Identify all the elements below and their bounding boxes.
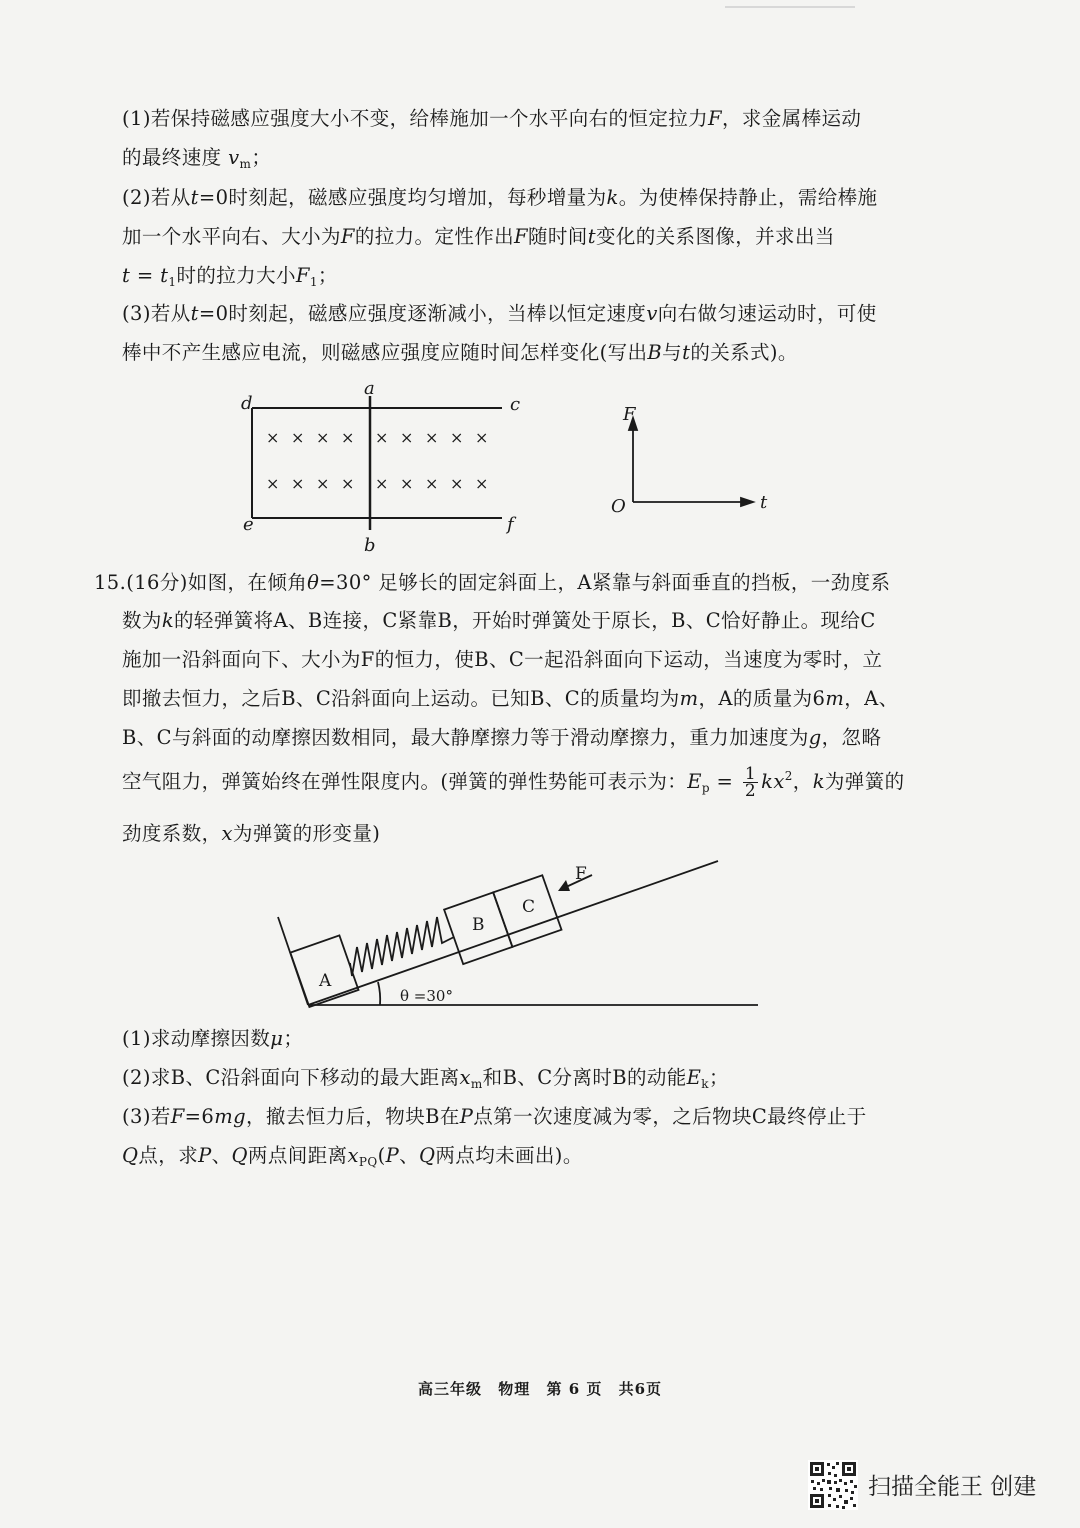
q15-line7: 劲度系数，x为弹簧的形变量)	[122, 822, 381, 845]
footer-subject: 物理	[498, 1380, 531, 1398]
block-c-label: C	[522, 897, 536, 917]
q14-part2-line1: (2)若从t=0时刻起，磁感应强度均匀增加，每秒增量为k。为使棒保持静止，需给棒施	[122, 186, 878, 209]
x-axis-arrow	[741, 498, 753, 506]
q14-part2-line2: 加一个水平向右、大小为F的拉力。定性作出F随时间t变化的关系图像，并求出当	[122, 225, 835, 248]
label-d: d	[241, 393, 253, 414]
svg-text:×: ×	[316, 474, 330, 493]
scanner-watermark	[808, 1460, 1058, 1512]
svg-text:×: ×	[475, 428, 489, 447]
spring	[350, 917, 454, 976]
x-axis-label: t	[760, 492, 768, 513]
svg-text:×: ×	[266, 474, 280, 493]
origin-label: O	[611, 496, 626, 517]
svg-text:×: ×	[291, 474, 305, 493]
svg-text:×: ×	[341, 428, 355, 447]
svg-text:×: ×	[450, 428, 464, 447]
q15-part1: (1)求动摩擦因数μ；	[122, 1027, 304, 1050]
svg-text:×: ×	[425, 428, 439, 447]
svg-text:×: ×	[316, 428, 330, 447]
svg-text:×: ×	[291, 428, 305, 447]
y-axis-label: F	[623, 404, 636, 425]
q14-part1-line1: (1)若保持磁感应强度大小不变，给棒施加一个水平向右的恒定拉力F，求金属棒运动	[122, 107, 862, 130]
q14-part2-line3: $t = t_1$时的拉力大小$F_1$；	[122, 264, 338, 289]
footer-total: 共6页	[618, 1380, 663, 1398]
page-footer	[0, 1378, 1080, 1399]
rail-field-diagram	[230, 378, 530, 558]
q14-part3-line2: 棒中不产生感应电流，则磁感应强度应随时间怎样变化(写出B与t的关系式)。	[122, 341, 798, 364]
svg-text:×: ×	[400, 428, 414, 447]
angle-label: θ =30°	[400, 987, 453, 1005]
q15-line2: 数为k的轻弹簧将A、B连接，C紧靠B，开始时弹簧处于原长，B、C恰好静止。现给C	[122, 609, 876, 632]
svg-text:×: ×	[450, 474, 464, 493]
watermark-text: 扫描全能王 创建	[868, 1474, 1037, 1500]
label-f: f	[507, 514, 514, 535]
q15-line6: 空气阻力，弹簧始终在弹性限度内。(弹簧的弹性势能可表示为：$E_p$ = $\frac{1}{2}$ $kx^2$，k为弹簧的	[122, 764, 905, 801]
q15-part3-line1: (3)若F=6mg，撤去恒力后，物块B在P点第一次速度减为零，之后物块C最终停止于	[122, 1105, 867, 1128]
svg-text:×: ×	[475, 474, 489, 493]
q14-part3-line1: (3)若从t=0时刻起，磁感应强度逐渐减小，当棒以恒定速度v向右做匀速运动时，可使	[122, 302, 877, 325]
block-a-label: A	[319, 971, 332, 991]
top-edge-mark	[725, 6, 855, 8]
svg-text:×: ×	[375, 428, 389, 447]
svg-text:×: ×	[341, 474, 355, 493]
incline-diagram	[270, 855, 770, 1020]
q15-line1: 15.(16分)如图，在倾角θ=30° 足够长的固定斜面上，A紧靠与斜面垂直的挡板，一劲度系	[94, 571, 891, 594]
label-c: c	[510, 394, 521, 415]
force-label: F	[575, 864, 587, 884]
q14-part1-line2: 的最终速度 $v_m$；	[122, 146, 272, 171]
f-t-graph-axes	[605, 400, 775, 520]
angle-arc	[378, 982, 380, 1005]
svg-text:×: ×	[266, 428, 280, 447]
label-e: e	[243, 514, 254, 535]
svg-text:×: ×	[375, 474, 389, 493]
q15-line4: 即撤去恒力，之后B、C沿斜面向上运动。已知B、C的质量均为m，A的质量为6m，A、	[122, 687, 899, 710]
q15-part2: (2)求B、C沿斜面向下移动的最大距离$x_m$和B、C分离时B的动能$E_k$；	[122, 1066, 729, 1091]
q15-line5: B、C与斜面的动摩擦因数相同，最大静摩擦力等于滑动摩擦力，重力加速度为g，忽略	[122, 726, 882, 749]
incline-surface	[308, 861, 718, 1005]
field-crosses	[266, 428, 488, 493]
fraction-half: $\frac{1}{2}$	[744, 764, 757, 801]
q15-part3-line2: Q点，求P、Q两点间距离$x_{PQ}(P$、Q两点均未画出)。	[122, 1144, 583, 1169]
svg-text:×: ×	[425, 474, 439, 493]
svg-text:×: ×	[400, 474, 414, 493]
footer-grade: 高三年级	[417, 1380, 482, 1398]
block-b-label: B	[472, 915, 485, 935]
qr-code-icon	[808, 1460, 858, 1510]
q15-line3: 施加一沿斜面向下、大小为F的恒力，使B、C一起沿斜面向下运动，当速度为零时，立	[122, 648, 883, 671]
label-a: a	[364, 378, 375, 399]
label-b: b	[364, 535, 376, 556]
footer-page: 第 6 页	[546, 1380, 603, 1398]
